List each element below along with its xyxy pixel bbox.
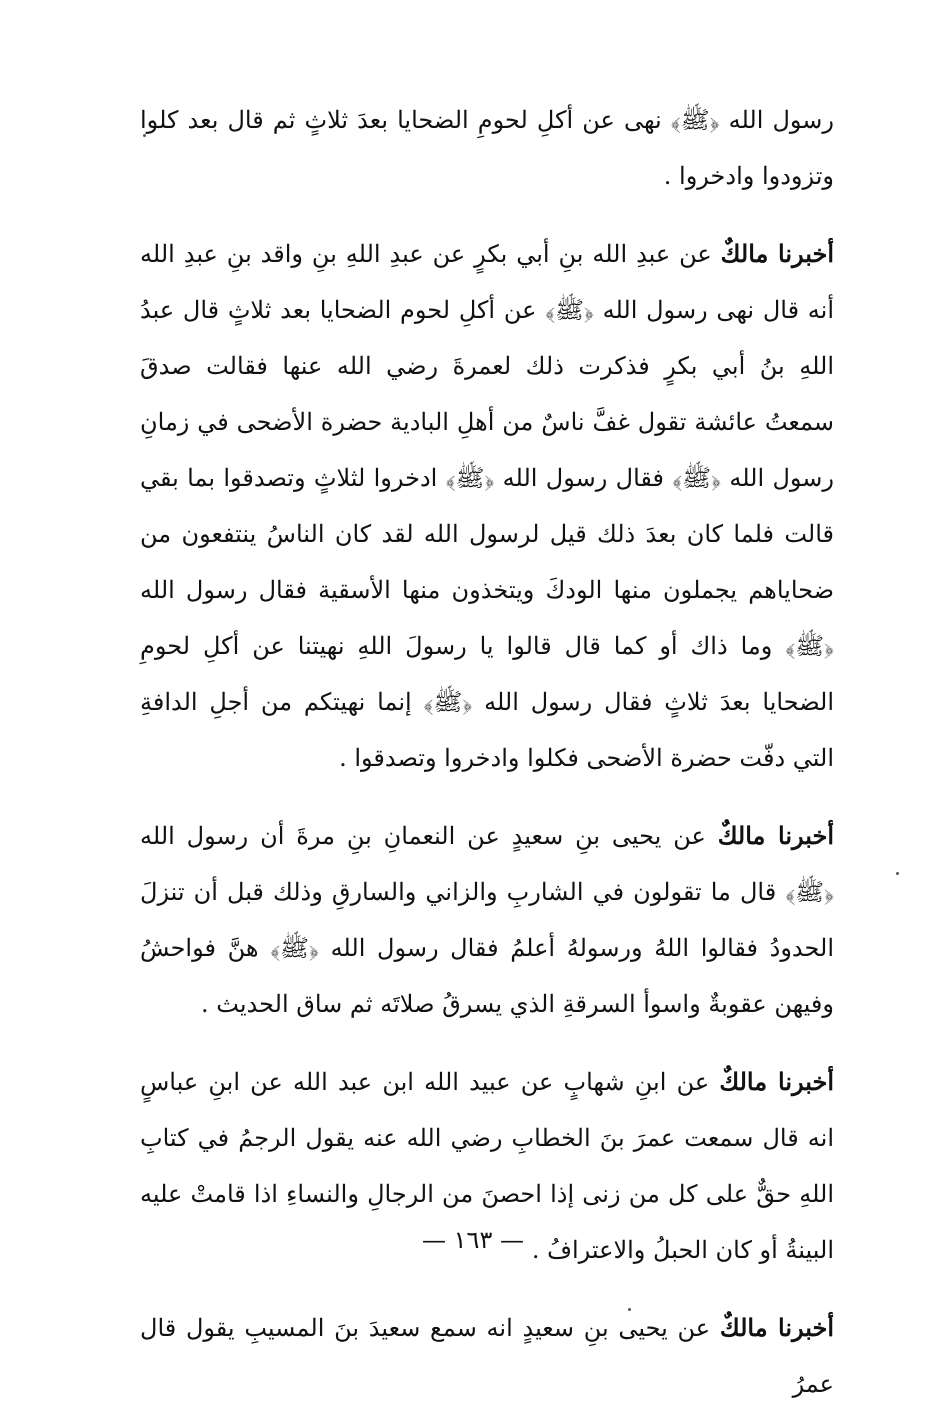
paragraph-text: رسول الله ﴿ﷺ﴾ نهى عن أكلِ لحومِ الضحايا بعدَ ثلاثٍ ثم قال بعد كلوا وتزودوا وادخروا . — [140, 106, 834, 190]
paragraph-3 — [140, 808, 834, 1032]
scan-speck — [143, 134, 146, 137]
paragraph-1 — [140, 92, 834, 204]
paragraph-5 — [140, 1300, 834, 1412]
paragraph-lead: أخبرنا مالكٌ — [719, 1067, 834, 1096]
paragraph-lead: أخبرنا مالكٌ — [717, 821, 834, 850]
paragraph-lead: أخبرنا مالكٌ — [719, 1313, 834, 1342]
scan-speck — [896, 872, 899, 875]
page-number: — ١٦٣ — — [422, 1226, 524, 1254]
paragraph-text: عن يحيى بنِ سعيدٍ عن النعمانِ بنِ مرةَ أن رسول الله ﴿ﷺ﴾ قال ما تقولون في الشاربِ والزاني والسارقِ وذلك قبل أن تنزلَ الحدودُ فقالوا اللهُ ورسولهُ أعلمُ فقال رسول الله ﴿ﷺ﴾ هنَّ فواحشُ وفيهن عقوبةٌ واسوأ السرقةِ الذي يسرقُ صلاتَه ثم ساق الحديث . — [140, 822, 834, 1018]
hadith-text-body — [140, 92, 834, 1412]
scan-speck — [628, 1308, 631, 1311]
paragraph-2 — [140, 226, 834, 786]
paragraph-lead: أخبرنا مالكٌ — [720, 239, 835, 268]
paragraph-text: عن يحيى بنِ سعيدٍ انه سمع سعيدَ بنَ المسيبِ يقول قال عمرُ — [140, 1314, 834, 1398]
paragraph-text: عن ابنِ شهابٍ عن عبيد الله ابن عبد الله عن ابنِ عباسٍ انه قال سمعت عمرَ بنَ الخطابِ رضي الله عنه يقول الرجمُ في كتابِ اللهِ حقٌّ على كل من زنى إذا احصنَ من الرجالِ والنساءِ اذا قامتْ عليه البينةُ أو كان الحبلُ والاعترافُ . — [140, 1068, 834, 1264]
paragraph-text: عن عبدِ الله بنِ أبي بكرٍ عن عبدِ اللهِ بنِ واقد بنِ عبدِ الله أنه قال نهى رسول الله ﴿ﷺ﴾ عن أكلِ لحوم الضحايا بعد ثلاثٍ قال عبدُ اللهِ بنُ أبي بكرٍ فذكرت ذلك لعمرةَ رضي الله عنها فقالت صدقَ سمعتُ عائشة تقول غفَّ ناسٌ من أهلِ البادية حضرة الأضحى في زمانِ رسول الله ﴿ﷺ﴾ فقال رسول الله ﴿ﷺ﴾ ادخروا لثلاثٍ وتصدقوا بما بقي قالت فلما كان بعدَ ذلك قيل لرسول الله لقد كان الناسُ ينتفعون من ضحاياهم يجملون منها الودكَ ويتخذون منها الأسقية فقال رسول الله ﴿ﷺ﴾ وما ذاك أو كما قال قالوا يا رسولَ اللهِ نهيتنا عن أكلِ لحومِ الضحايا بعدَ ثلاثٍ فقال رسول الله ﴿ﷺ﴾ إنما نهيتكم من أجلِ الدافةِ التي دفّت حضرة الأضحى فكلوا وادخروا وتصدقوا . — [140, 240, 835, 772]
